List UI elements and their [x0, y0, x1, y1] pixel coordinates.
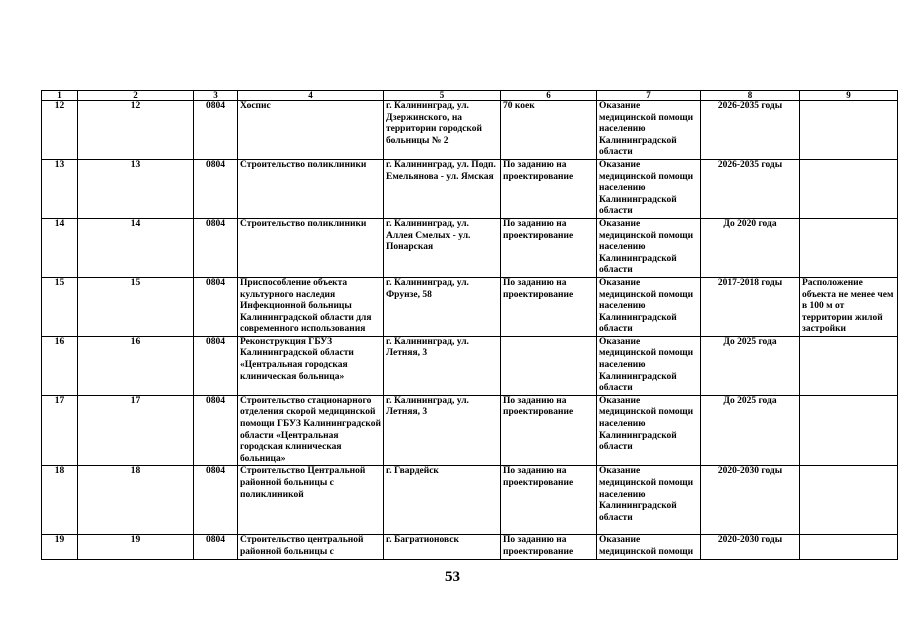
note-cell [800, 159, 898, 218]
period-cell: 2026-2035 годы [701, 101, 800, 160]
period-cell: 2020-2030 годы [701, 535, 800, 559]
row-index: 14 [78, 218, 194, 277]
row-number: 16 [42, 336, 78, 395]
location-cell: г. Калининград, ул. Дзержинского, на территории городской больницы № 2 [384, 101, 501, 160]
planning-table [41, 90, 898, 560]
table-row [42, 395, 898, 466]
code-cell: 0804 [194, 218, 238, 277]
table-row [42, 277, 898, 336]
column-header: 7 [597, 91, 701, 101]
row-index: 19 [78, 535, 194, 559]
period-cell: До 2025 года [701, 336, 800, 395]
row-number: 18 [42, 466, 78, 535]
column-header: 5 [384, 91, 501, 101]
code-cell: 0804 [194, 277, 238, 336]
table-row [42, 101, 898, 160]
period-cell: До 2025 года [701, 395, 800, 466]
column-header: 9 [800, 91, 898, 101]
note-cell [800, 535, 898, 559]
column-header: 2 [78, 91, 194, 101]
purpose-cell: Оказание медицинской помощи населению Калининградской области [597, 395, 701, 466]
period-cell: 2026-2035 годы [701, 159, 800, 218]
note-cell [800, 336, 898, 395]
location-cell: г. Калининград, ул. Летняя, 3 [384, 336, 501, 395]
note-cell [800, 218, 898, 277]
note-cell [800, 466, 898, 535]
object-name-cell: Строительство Центральной районной больницы с поликлиникой [238, 466, 384, 535]
row-index: 16 [78, 336, 194, 395]
page-number: 53 [445, 569, 460, 585]
period-cell: До 2020 года [701, 218, 800, 277]
object-name-cell: Хоспис [238, 101, 384, 160]
capacity-cell: По заданию на проектирование [501, 277, 597, 336]
table-row [42, 218, 898, 277]
row-index: 17 [78, 395, 194, 466]
capacity-cell: По заданию на проектирование [501, 395, 597, 466]
purpose-cell: Оказание медицинской помощи [597, 535, 701, 559]
table-row [42, 159, 898, 218]
code-cell: 0804 [194, 159, 238, 218]
code-cell: 0804 [194, 395, 238, 466]
location-cell: г. Калининград, ул. Подп. Емельянова - ул. Ямская [384, 159, 501, 218]
capacity-cell: По заданию на проектирование [501, 159, 597, 218]
object-name-cell: Строительство поликлиники [238, 218, 384, 277]
location-cell: г. Калининград, ул. Фрунзе, 58 [384, 277, 501, 336]
row-number: 13 [42, 159, 78, 218]
column-header: 4 [238, 91, 384, 101]
row-number: 17 [42, 395, 78, 466]
object-name-cell: Приспособление объекта культурного наследия Инфекционной больницы Калининградской области для современного использования [238, 277, 384, 336]
object-name-cell: Реконструкция ГБУЗ Калининградской области «Центральная городская клиническая больница» [238, 336, 384, 395]
code-cell: 0804 [194, 535, 238, 559]
capacity-cell [501, 336, 597, 395]
location-cell: г. Гвардейск [384, 466, 501, 535]
capacity-cell: По заданию на проектирование [501, 535, 597, 559]
column-header: 6 [501, 91, 597, 101]
table-row [42, 466, 898, 535]
code-cell: 0804 [194, 101, 238, 160]
object-name-cell: Строительство стационарного отделения скорой медицинской помощи ГБУЗ Калининградской области «Центральная городская клиническая больница» [238, 395, 384, 466]
purpose-cell: Оказание медицинской помощи населению Калининградской области [597, 101, 701, 160]
row-index: 12 [78, 101, 194, 160]
row-index: 13 [78, 159, 194, 218]
column-header: 1 [42, 91, 78, 101]
table-row [42, 336, 898, 395]
location-cell: г. Калининград, ул. Летняя, 3 [384, 395, 501, 466]
code-cell: 0804 [194, 336, 238, 395]
period-cell: 2017-2018 годы [701, 277, 800, 336]
table-row [42, 535, 898, 559]
object-name-cell: Строительство поликлиники [238, 159, 384, 218]
note-cell [800, 101, 898, 160]
location-cell: г. Калининград, ул. Аллея Смелых - ул. Понарская [384, 218, 501, 277]
row-number: 19 [42, 535, 78, 559]
note-cell: Расположение объекта не менее чем в 100 м от территории жилой застройки [800, 277, 898, 336]
row-index: 18 [78, 466, 194, 535]
purpose-cell: Оказание медицинской помощи населению Калининградской области [597, 218, 701, 277]
purpose-cell: Оказание медицинской помощи населению Калининградской области [597, 336, 701, 395]
capacity-cell: 70 коек [501, 101, 597, 160]
row-number: 15 [42, 277, 78, 336]
capacity-cell: По заданию на проектирование [501, 218, 597, 277]
capacity-cell: По заданию на проектирование [501, 466, 597, 535]
purpose-cell: Оказание медицинской помощи населению Калининградской области [597, 159, 701, 218]
column-header: 3 [194, 91, 238, 101]
location-cell: г. Багратионовск [384, 535, 501, 559]
purpose-cell: Оказание медицинской помощи населению Калининградской области [597, 277, 701, 336]
object-name-cell: Строительство центральной районной больницы с [238, 535, 384, 559]
note-cell [800, 395, 898, 466]
column-header: 8 [701, 91, 800, 101]
column-number-header [42, 91, 898, 101]
row-number: 14 [42, 218, 78, 277]
period-cell: 2020-2030 годы [701, 466, 800, 535]
code-cell: 0804 [194, 466, 238, 535]
row-index: 15 [78, 277, 194, 336]
row-number: 12 [42, 101, 78, 160]
purpose-cell: Оказание медицинской помощи населению Калининградской области [597, 466, 701, 535]
